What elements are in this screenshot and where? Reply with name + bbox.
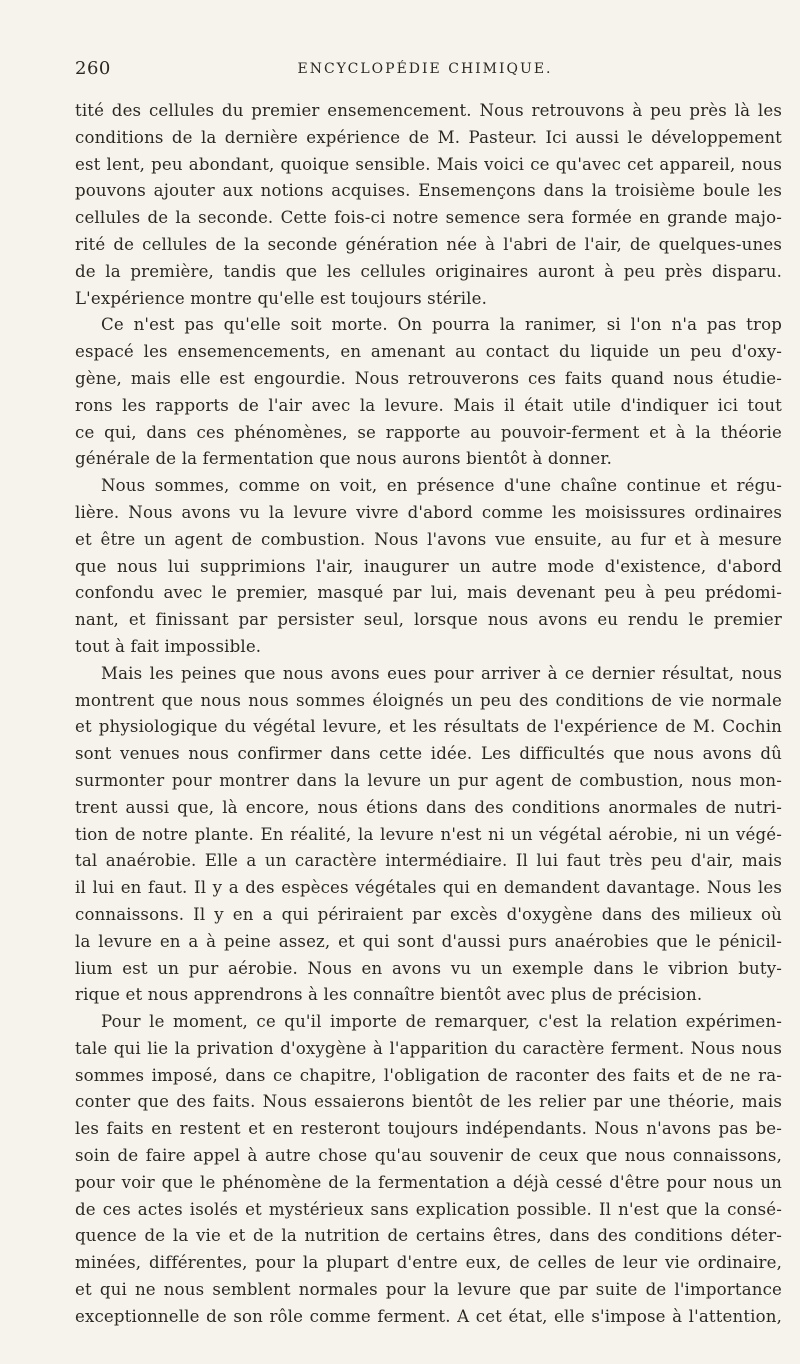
text-line: lière. Nous avons vu la levure vivre d'abord comme les moisissures ordinaires: [75, 502, 782, 522]
text-line: confondu avec le premier, masqué par lui, mais devenant peu à peu prédomi-: [75, 583, 782, 603]
text-line: nant, et finissant par persister seul, lorsque nous avons eu rendu le premier: [75, 610, 782, 630]
text-line: montrent que nous nous sommes éloignés un peu des conditions de vie normale: [75, 690, 782, 710]
text-line: quence de la vie et de la nutrition de certains êtres, dans des conditions déter-: [75, 1226, 782, 1246]
text-line: Ce n'est pas qu'elle soit morte. On pourra la ranimer, si l'on n'a pas trop: [101, 315, 782, 335]
text-line: et physiologique du végétal levure, et les résultats de l'expérience de M. Cochin: [75, 717, 782, 737]
text-line: de ces actes isolés et mystérieux sans explication possible. Il n'est que la consé-: [75, 1199, 782, 1219]
text-line: trent aussi que, là encore, nous étions dans des conditions anormales de nutri-: [75, 797, 782, 817]
page-header: [75, 58, 775, 84]
text-line: Mais les peines que nous avons eues pour arriver à ce dernier résultat, nous: [101, 663, 782, 683]
text-line: lium est un pur aérobie. Nous en avons vu un exemple dans le vibrion buty-: [75, 958, 782, 978]
text-line: et être un agent de combustion. Nous l'avons vue ensuite, au fur et à mesure: [75, 529, 782, 549]
text-line: tion de notre plante. En réalité, la levure n'est ni un végétal aérobie, ni un végé-: [75, 824, 782, 844]
text-line: sommes imposé, dans ce chapitre, l'obligation de raconter des faits et de ne ra-: [75, 1065, 782, 1085]
text-line: minées, différentes, pour la plupart d'entre eux, de celles de leur vie ordinaire,: [75, 1253, 782, 1273]
text-line: cellules de la seconde. Cette fois-ci notre semence sera formée en grande majo-: [75, 208, 782, 228]
text-line: soin de faire appel à autre chose qu'au souvenir de ceux que nous connaissons,: [75, 1146, 782, 1166]
text-line: conditions de la dernière expérience de M. Pasteur. Ici aussi le développement: [75, 127, 782, 147]
text-line: pouvons ajouter aux notions acquises. Ensemençons dans la troisième boule les: [75, 181, 782, 201]
text-line: rité de cellules de la seconde génération née à l'abri de l'air, de quelques-unes: [75, 234, 782, 254]
text-line: surmonter pour montrer dans la levure un pur agent de combustion, nous mon-: [75, 770, 782, 790]
text-line: les faits en restent et en resteront toujours indépendants. Nous n'avons pas be-: [75, 1119, 782, 1139]
text-line: sont venues nous confirmer dans cette idée. Les difficultés que nous avons dû: [75, 744, 782, 764]
body-text: [75, 98, 782, 1331]
text-line: tout à fait impossible.: [75, 636, 262, 656]
text-line: rons les rapports de l'air avec la levure. Mais il était utile d'indiquer ici tout: [75, 395, 782, 415]
text-line: Nous sommes, comme on voit, en présence d'une chaîne continue et régu-: [101, 476, 782, 496]
text-line: exceptionnelle de son rôle comme ferment. A cet état, elle s'impose à l'attention,: [75, 1306, 782, 1326]
text-line: est lent, peu abondant, quoique sensible. Mais voici ce qu'avec cet appareil, nous: [75, 154, 782, 174]
text-line: Pour le moment, ce qu'il importe de remarquer, c'est la relation expérimen-: [101, 1012, 782, 1032]
text-line: espacé les ensemencements, en amenant au contact du liquide un peu d'oxy-: [75, 342, 782, 362]
text-line: connaissons. Il y en a qui périraient par excès d'oxygène dans des milieux où: [75, 904, 782, 924]
text-line: que nous lui supprimions l'air, inaugurer un autre mode d'existence, d'abord: [75, 556, 782, 576]
text-line: tale qui lie la privation d'oxygène à l'apparition du caractère ferment. Nous nous: [75, 1038, 782, 1058]
page-number: 260: [75, 58, 111, 79]
text-line: ce qui, dans ces phénomènes, se rapporte au pouvoir-ferment et à la théorie: [75, 422, 782, 442]
text-line: la levure en a à peine assez, et qui sont d'aussi purs anaérobies que le pénicil-: [75, 931, 782, 951]
running-title: ENCYCLOPÉDIE CHIMIQUE.: [297, 61, 553, 77]
text-line: tité des cellules du premier ensemencement. Nous retrouvons à peu près là les: [75, 101, 782, 120]
text-line: gène, mais elle est engourdie. Nous retrouverons ces faits quand nous étudie-: [75, 368, 782, 388]
text-line: tal anaérobie. Elle a un caractère intermédiaire. Il lui faut très peu d'air, mais: [75, 851, 782, 871]
text-line: de la première, tandis que les cellules originaires auront à peu près disparu.: [75, 261, 782, 281]
text-line: il lui en faut. Il y a des espèces végétales qui en demandent davantage. Nous les: [75, 878, 782, 898]
text-line: L'expérience montre qu'elle est toujours stérile.: [75, 288, 488, 308]
text-line: et qui ne nous semblent normales pour la levure que par suite de l'importance: [75, 1280, 782, 1300]
text-line: pour voir que le phénomène de la fermentation a déjà cessé d'être pour nous un: [75, 1172, 782, 1192]
text-line: conter que des faits. Nous essaierons bientôt de les relier par une théorie, mais: [75, 1092, 782, 1112]
text-line: rique et nous apprendrons à les connaître bientôt avec plus de précision.: [75, 985, 703, 1005]
text-line: générale de la fermentation que nous aurons bientôt à donner.: [75, 449, 613, 469]
